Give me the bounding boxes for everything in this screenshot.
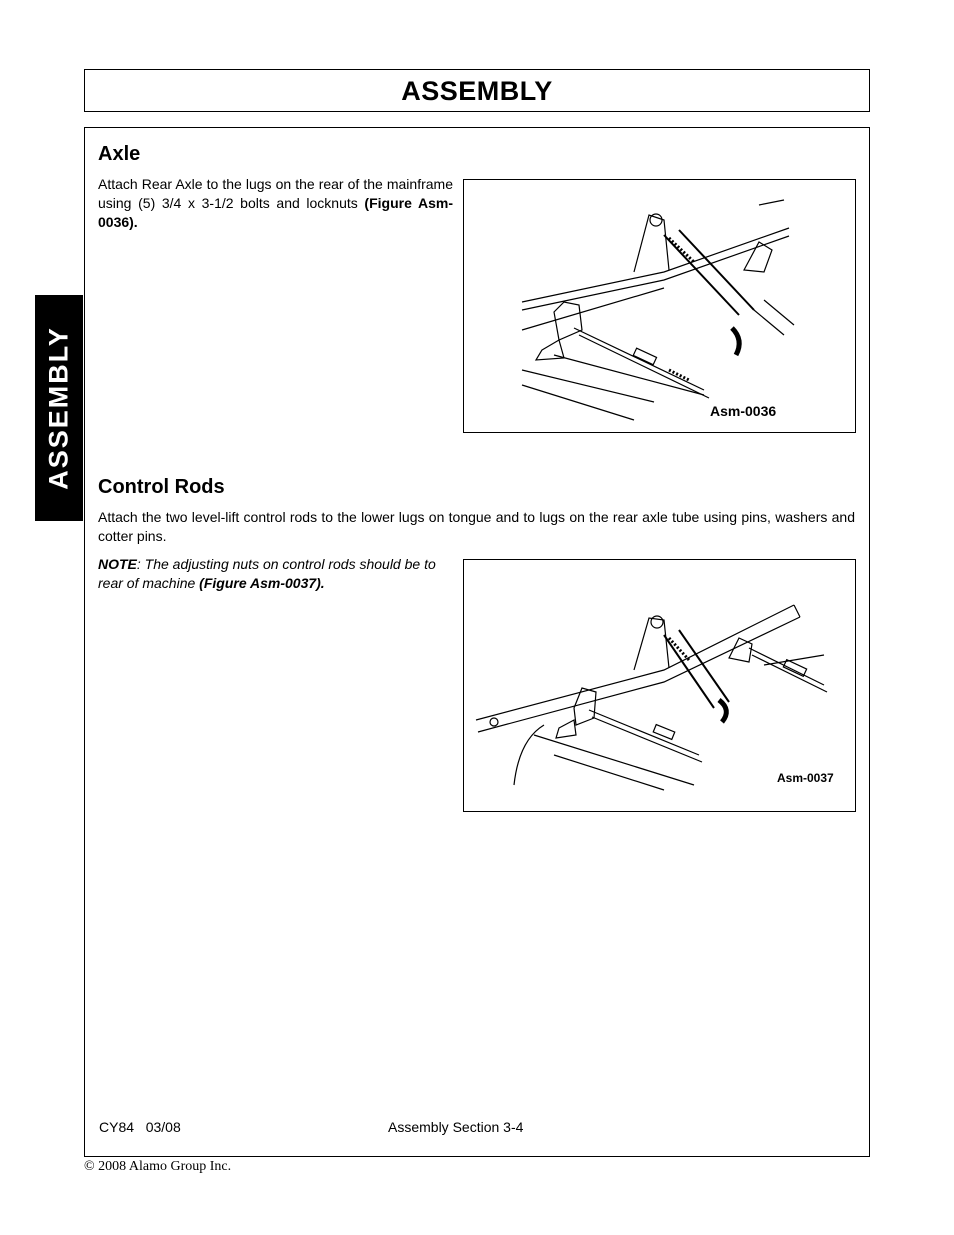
header-box [84, 69, 870, 112]
note-label: NOTE [98, 556, 137, 572]
page-title: ASSEMBLY [401, 76, 553, 106]
figure-label: Asm-0036 [710, 403, 777, 419]
control-rods-paragraph: Attach the two level-lift control rods to the lower lugs on tongue and to lugs on the rear axle tube using pins, washers and cotter pins. [98, 509, 855, 544]
figure-label: Asm-0037 [777, 771, 834, 785]
axle-illustration [464, 180, 855, 432]
axle-paragraph [98, 175, 453, 232]
axle-figure-ref: (Figure Asm-0036). [98, 195, 453, 230]
note-text: : The adjusting nuts on control rods should be to rear of machine [98, 556, 436, 591]
footer-model-date: CY84 03/08 [99, 1119, 181, 1135]
side-tab [35, 295, 83, 521]
side-tab-label: ASSEMBLY [43, 326, 74, 490]
figure-asm-0036 [463, 179, 856, 433]
figure-asm-0037 [463, 559, 856, 812]
footer-section: Assembly Section 3-4 [388, 1119, 524, 1135]
note-figure-ref: (Figure Asm-0037). [199, 575, 325, 591]
copyright: © 2008 Alamo Group Inc. [84, 1159, 232, 1174]
axle-heading: Axle [98, 143, 141, 165]
axle-text: Attach Rear Axle to the lugs on the rear of the mainframe using (5) 3/4 x 3-1/2 bolts and locknuts [98, 176, 453, 211]
control-rods-heading: Control Rods [98, 476, 225, 498]
note-paragraph [98, 555, 456, 593]
